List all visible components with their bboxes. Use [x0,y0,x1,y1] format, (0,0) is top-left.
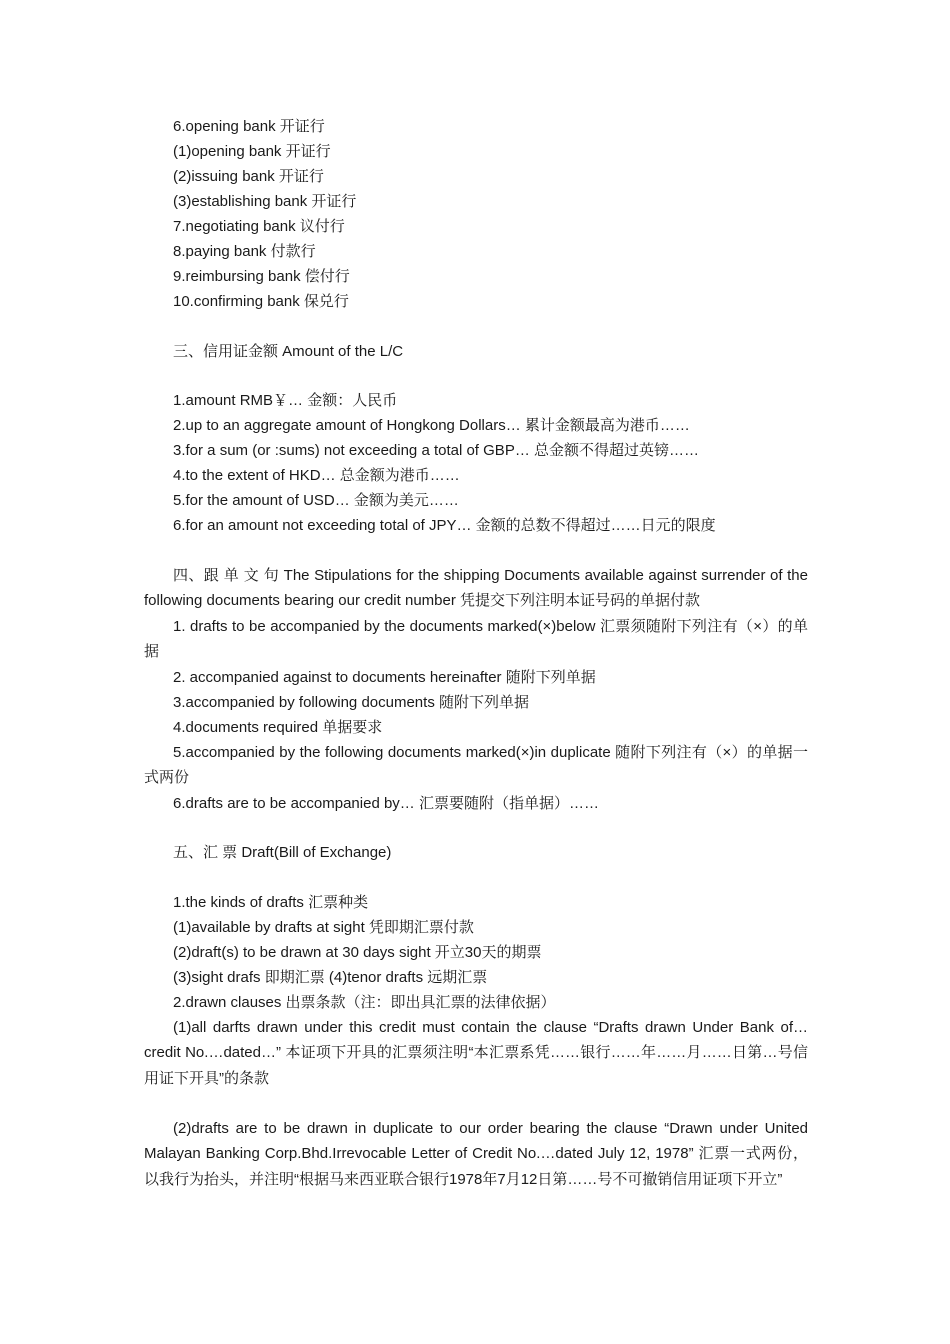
draft-clause-2: (2)drafts are to be drawn in duplicate to our order bearing the clause “Drawn under United Malayan Banking Corp.Bhd.Irrevocable Letter of Credit No.…dated July 12, 1978” 汇票一式两份，以我行为抬头，并注明“根据马来西亚联合银行1978年7月12日第……号不可撤销信用证项下开立” [144,1119,808,1188]
draft-clause-1: (1)all darfts drawn under this credit must contain the clause “Drafts drawn Under Bank of…credit No.…dated…” 本证项下开具的汇票须注明“本汇票系凭……银行……年……月……日第…号信用证下开具”的条款 [144,1018,808,1087]
spacer [144,364,808,389]
list-item: 7.negotiating bank 议付行 [173,218,345,235]
list-item: 4.to the extent of HKD… 总金额为港币…… [173,467,460,484]
list-item: 3.accompanied by following documents 随附下列单据 [173,693,529,711]
list-item: 9.reimbursing bank 偿付行 [173,268,350,285]
list-item: (1)available by drafts at sight 凭即期汇票付款 [173,918,474,936]
section-5-heading: 五、汇 票 Draft(Bill of Exchange) [173,844,392,861]
section-4-list [144,614,808,816]
list-item: (2)draft(s) to be drawn at 30 days sight 开立30天的期票 [173,943,542,961]
section-5-list [144,890,808,1092]
list-item: 2.up to an aggregate amount of Hongkong Dollars… 累计金额最高为港币…… [173,417,690,434]
list-item: 6.drafts are to be accompanied by… 汇票要随附（指单据）…… [173,794,599,812]
bank-list [144,114,808,314]
list-item: 2. accompanied against to documents hereinafter 随附下列单据 [173,668,596,686]
section-4-heading: 四、跟 单 文 句 The Stipulations for the shipping Documents available against surrender of the following documents bearing our credit number 凭提交下列注明本证号码的单据付款 [144,566,808,609]
list-item: 1.the kinds of drafts 汇票种类 [173,893,369,911]
section-3-list [144,388,808,538]
spacer [144,1091,808,1116]
list-item: 5.for the amount of USD… 金额为美元…… [173,492,459,509]
spacer [144,314,808,339]
list-item: 4.documents required 单据要求 [173,718,383,736]
list-item: 8.paying bank 付款行 [173,243,316,260]
list-item: (1)opening bank 开证行 [173,143,331,160]
list-item: 3.for a sum (or :sums) not exceeding a total of GBP… 总金额不得超过英镑…… [173,442,699,459]
list-item: 6.opening bank 开证行 [173,118,325,135]
list-item: 10.confirming bank 保兑行 [173,293,349,310]
list-item: (3)establishing bank 开证行 [173,193,357,210]
list-item: 6.for an amount not exceeding total of JPY… 金额的总数不得超过……日元的限度 [173,517,716,534]
spacer [144,865,808,890]
list-item: 2.drawn clauses 出票条款（注：即出具汇票的法律依据） [173,993,556,1011]
document-body [144,114,808,1192]
spacer [144,816,808,841]
section-3-heading: 三、信用证金额 Amount of the L/C [173,342,404,360]
list-item: (3)sight drafs 即期汇票 (4)tenor drafts 远期汇票 [173,968,488,986]
list-item: 5.accompanied by the following documents marked(×)in duplicate 随附下列注有（×）的单据一式两份 [144,743,808,786]
list-item: (2)issuing bank 开证行 [173,168,324,185]
spacer [144,538,808,563]
list-item: 1.amount RMB￥… 金额：人民币 [173,392,398,409]
list-item: 1. drafts to be accompanied by the documents marked(×)below 汇票须随附下列注有（×）的单据 [144,617,808,660]
